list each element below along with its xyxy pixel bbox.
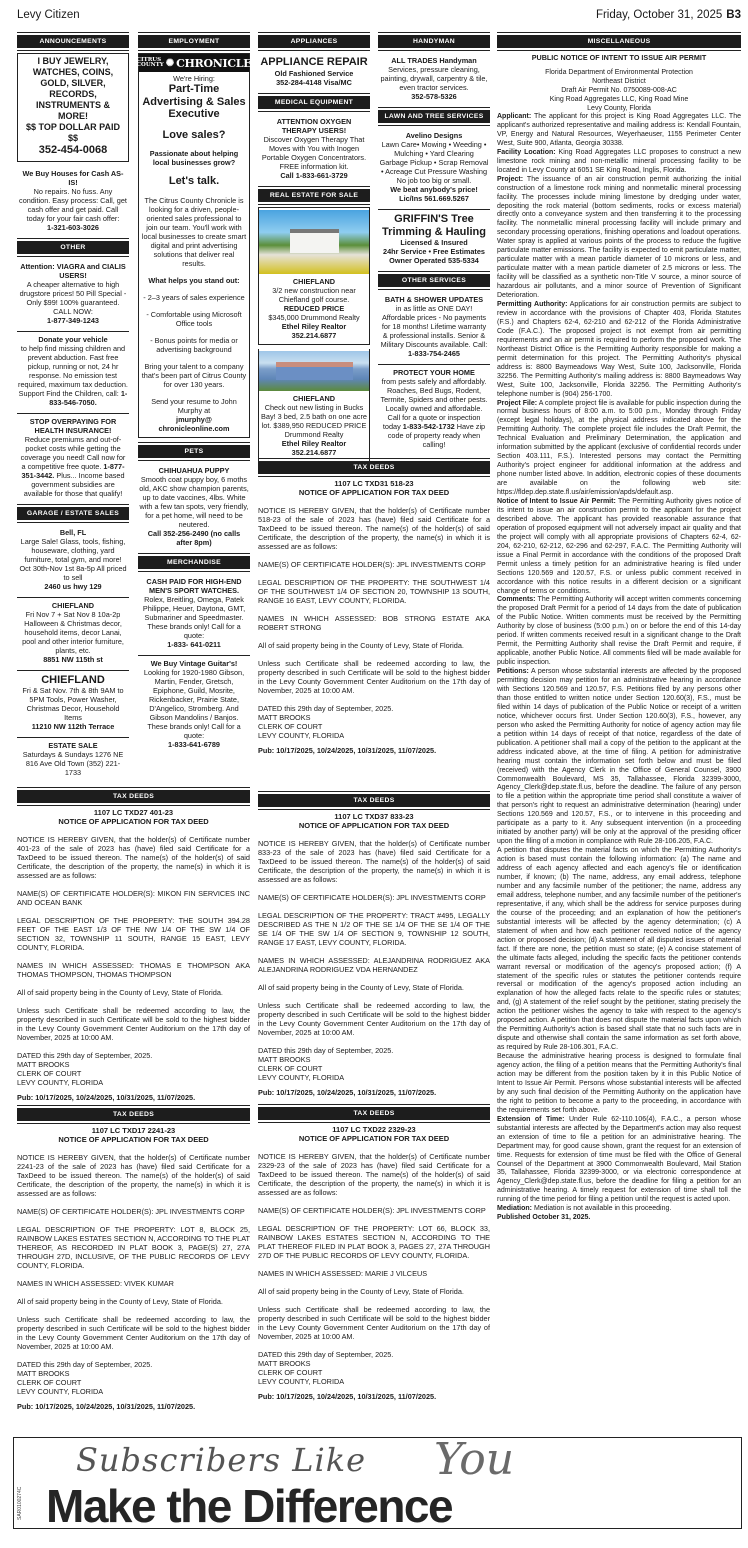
section-header-label: LAWN AND TREE SERVICES [378,110,490,123]
notice-paragraph [497,1116,741,1206]
ad-text: Large Sale! Glass, tools, fishing, houseware, clothing, yard furniture, total gym, and more! Oct 30th-Nov 1st 8a-5p All priced to sell [19,536,127,582]
section-header-garage-estate-sales [17,504,129,523]
paragraph-text: A person whose substantial interests are affected by the proposed permitting decision may petition for an administrative hearing in accordance with Sections 120.569 and 120.57, F.S. Petitions filed by any persons other than those entitled to written notice under Section 120.60(3), F.S., must be filed within 14 days of publication of the Public Notice or receipt of a written notice, whichever occurs first. Under Section 120.60(3), F.S., however, any person who asked the Permitting Authority for notice of agency action may file a petition within 14 days of receipt of that notice, regardless of the date of publication. A petitioner shall mail a copy of the petition to the applicant at the address indicated above, at the time of filing. A petition for administrative hearing must contain the information set forth below and must be filed (received) with the Agency Clerk in the Office of General Counsel, 3900 Commonwealth Boulevard, MS 35, Tallahassee, Florida 32399-3000, Agency_Clerk@dep.state.fl.us, before the deadline. The failure of any person to file a petition within the appropriate time period shall constitute a waiver of that person's right to request an administrative determination (hearing) under Sections 120.569 and 120.57, F.S., or to intervene in this proceeding and participate as a party to it. Any subsequent intervention (in a proceeding initiated by another party) will be only at the approval of the presiding officer upon the filing of a motion in compliance with Rule 28-106.205, F.A.C. [497,668,741,846]
section-header-tax-deeds [258,791,490,810]
classified-ad [258,349,370,462]
notice-paragraph [497,596,741,668]
notice-id: 1107 LC TXD37 833-23 [334,812,414,821]
ad-text: - 2–3 years of sales experience [143,292,245,302]
ad-code: SAR0100274C [17,1486,23,1520]
notice-id: 1107 LC TXD22 2329-23 [332,1125,416,1134]
banner-headline: Make the Difference [46,1480,453,1529]
ad-text: 1-833- 641-0211 [167,639,221,649]
notice-title: NOTICE OF APPLICATION FOR TAX DEED [298,488,450,497]
classified-column-3 [258,32,370,458]
notice-paragraph [497,149,741,176]
newspaper-name: Levy Citizen [17,9,80,21]
section-header-label: MERCHANDISE [138,556,250,569]
ad-text: What helps you stand out: [148,275,240,285]
paragraph-text: A petition that disputes the material facts on which the Permitting Authority's action is based must contain the following information: (a) The name and address of each agency affected and each agency's file or identification number, if known; (b) The name, address, any email address, telephone number and any facsimile number of the petitioner; the name, address any email address, telephone number, and any facsimile number of the petitioner's representative, if any, which shall be the address for service purposes during the course of the proceeding; and an explanation of how the petitioner's substantial interests will be affected by the agency determination; (c) A statement of when and how each petitioner received notice of the agency action or proposed decision; (d) A statement of all disputed issues of material fact. If there are none, the petition must so state; (e) A concise statement of the ultimate facts alleged, including the specific facts the petitioner contends warrant reversal or modification of the agency's proposed action; (f) A statement of the specific rules or statutes the petitioner contends require reversal or modification of the agency's proposed action including an explanation of how the alleged facts relate to the specific rules or statutes; and, (g) A statement of the relief sought by the petitioner, stating precisely the action the petitioner wishes the agency to take with respect to the agency's proposed action. A petition that does not dispute the material facts upon which the Permitting Authority's action is based shall state that no such facts are in dispute and otherwise shall contain the same information as set forth above, as required by Rule 28-106.301, F.A.C. [497,847,741,1052]
section-header-label: TAX DEEDS [258,1107,490,1120]
ad-text: Check out new listing in Bucks Bay! 3 bed, 2.5 bath on one acre lot. $389,950 REDUCED PRICE Drummond Realty [261,402,367,439]
section-header-label: REAL ESTATE FOR SALE [258,189,370,202]
classified-column-2 [138,32,250,787]
notice-paragraph: NOTICE IS HEREBY GIVEN, that the holder(s) of Certificate number 2241-23 of the sale of 2023 has (have) filed said Certificate for a TaxDeed to be issued thereon. The name(s) of the holder(s) of said Certificate, the description of the property, the name(s) in which it is assessed are as follows: [17,1153,250,1198]
ad-text: 2460 us hwy 129 [44,581,102,591]
notice-agency-block [497,68,741,113]
section-header-label: TAX DEEDS [17,1108,250,1121]
section-header-label: TAX DEEDS [258,794,490,807]
paragraph-text: Because the administrative hearing process is designed to formulate final agency action, the filing of a petition means that the Permitting Authority's final action may be different from the position taken by it in this Public Notice of Intent to Issue Air Permit. Persons whose substantial interests will be affected by any such final decision of the Permitting Authority on the application have the right to petition to become a party to the proceeding, in accordance with the requirements set forth above. [497,1053,741,1114]
ad-text-run: to help find missing children and prevent abduction. Fast free pickup, running or not, 24 hr response. No emission test required, maximum tax deduction. Support Find the Children, call: [18,343,128,398]
ad-text: Call 1-833-661-3729 [280,170,348,180]
paragraph-lead: Project File: [497,399,538,407]
paragraph-text: The applicant for this project is King Road Aggregates LLC. The applicant's authorized representative and mailing address is: Kendall Fountain, VP, Energy and Natural Resources, Weyerhaeuser, 1155 Perimeter Center West, Suite 900, Atlanta, Georgia 30338. [497,113,741,147]
ad-phone: 1-833-546-7050. [49,388,128,407]
ad-text: No repairs. No fuss. Any condition. Easy process: Call, get cash offer and get paid. Call today for your fair cash offer: [19,186,127,223]
classified-ad [138,53,250,438]
signature-line: CLERK OF COURT [258,1064,323,1073]
published-date: Published October 31, 2025. [497,1214,591,1222]
notice-paragraph: All of said property being in the County of Levy, State of Florida. [258,983,464,992]
ad-text: $$ TOP DOLLAR PAID $$ [25,122,121,143]
section-header-label: EMPLOYMENT [138,35,250,48]
ad-text: Send your resume to John Murphy at [151,396,237,415]
paragraph-lead: Extension of Time: [497,1115,565,1123]
banner-you-text: You [434,1437,515,1485]
classified-ad [17,737,129,783]
publication-dates: Pub: 10/17/2025, 10/24/2025, 10/31/2025, 11/07/2025. [17,1402,196,1411]
section-header-other [17,238,129,257]
ad-text: Fri Nov 7 + Sat Nov 8 10a-2p Halloween & Christmas decor, household items, decor Lanai, pool and other interior furniture, plants, etc. [22,609,124,655]
signature-line: DATED this 29th day of September, 2025. [258,1350,394,1359]
notice-paragraph [497,400,741,498]
ad-text: CHIHUAHUA PUPPY [158,465,230,475]
ad-text: CASH PAID FOR HIGH-END MEN'S SPORT WATCHES. [146,576,242,595]
notice-paragraph [497,1205,741,1214]
ad-text-run: Reduce premiums and out-of-pocket costs while getting the coverage you need! Call now for a competitive free quote. [20,434,126,471]
house-shape [276,362,353,380]
classified-ad [17,331,129,413]
signature-line: LEVY COUNTY, FLORIDA [258,1377,345,1386]
ad-text: Passionate about helping local businesses grow? [149,149,239,167]
ad-text: Part-Time Advertising & Sales Executive [142,83,246,120]
section-header-label: TAX DEEDS [17,790,250,803]
section-header-label: ANNOUNCEMENTS [17,35,129,48]
classified-ad [138,463,250,553]
agency-line: Florida Department of Environmental Protection [545,69,693,76]
ad-text: Services, pressure cleaning, painting, drywall, carpentry & tile, even tractor services. [380,65,488,92]
agency-line: Northeast District [592,78,646,85]
notice-paragraph: All of said property being in the County of Levy, State of Florida. [258,1287,464,1296]
notice-paragraph: Unless such Certificate shall be redeemed according to law, the property described in such Certificate will be sold to the highest bidder in the Levy County Government Center Auditorium on the 17th day of November, 2025 at 10:00 AM. [17,1006,250,1042]
ad-text: We're Hiring: [173,74,215,83]
ad-text: 1-321-603-3026 [47,222,99,232]
ad-text: 3/2 new construction near Chiefland golf course. [272,285,356,304]
paragraph-lead: Mediation: [497,1205,532,1213]
sun-icon: ✺ [165,57,175,69]
paragraph-lead: Permitting Authority: [497,301,568,309]
ad-text: ATTENTION OXYGEN THERAPY USERS! [276,116,352,135]
paragraph-text: A complete project file is available for public inspection during the normal business hours of 8:00 a.m. to 5:00 p.m., Monday through Friday (except legal holidays), at the physical address indicated above for the Permitting Authority. The complete project file includes the Draft Permit, the Technical Evaluation and Preliminary Determination, the application and information submitted by the applicant (exclusive of confidential records under Section 403.111, F.S.). Interested persons may contact the Permitting Authority's project engineer for additional information at the address and phone number listed above. In addition, electronic copies of these documents are available on the following web site: https://fldep.dep.state.fl.us/air/emission/apds/default.asp. [497,399,741,497]
logo-county-text [137,58,164,69]
logo-name: CHRONICLE [176,56,252,70]
house-shape [290,229,340,253]
signature-line: CLERK OF COURT [258,722,323,731]
classified-ad [378,128,490,209]
classified-ad [17,166,129,238]
ad-text: Ethel Riley Realtor 352.214.6877 [281,438,347,457]
ad-text: Smooth coat puppy boy, 6 moths old, AKC show champion parents, up to date vaccines, 4lbs. White with a few tan spots, very friendly, for a pet home, will need to be neutered. [139,474,249,529]
signature-line: MATT BROOKS [258,1359,311,1368]
notice-paragraph: NAMES IN WHICH ASSESSED: BOB STRONG ESTATE AKA ROBERT STRONG [258,614,490,632]
ad-text: - Comfortable using Microsoft Office tools [146,309,242,328]
tax-deed-notice [17,1105,250,1435]
ad-text-run: from pests safely and affordably. Roaches, Bed Bugs, Rodent, Termite, Spiders and other pests. Locally owned and affordable. Call for a quote or inspection today [380,377,488,431]
section-header-label: APPLIANCES [258,35,370,48]
notice-title: NOTICE OF APPLICATION FOR TAX DEED [298,821,450,830]
tax-deed-notice [258,791,490,1104]
signature-line: CLERK OF COURT [17,1378,82,1387]
ad-text: We beat anybody's price! Lic/Ins 561.669.5267 [390,185,478,203]
signature-line: DATED this 29th day of September, 2025. [17,1051,153,1060]
chronicle-logo [136,54,252,72]
section-header-tax-deeds [258,1104,490,1123]
classified-ad [17,597,129,670]
tax-deed-notice [258,1104,490,1434]
section-header-label: TAX DEEDS [258,461,490,474]
section-header-employment [138,32,250,51]
ad-text: Looking for 1920-1980 Gibson, Martin, Fender, Gretsch, Epiphone, Guild, Mosrite, Rickenbacker, Prairie State, D'Angelico, Stromberg. And Gibson Mandolins / Banjos. These brands only! Call for a quote: [143,667,245,740]
notice-paragraph: All of said property being in the County of Levy, State of Florida. [17,1297,223,1306]
notice-id: 1107 LC TXD31 518-23 [334,479,414,488]
classifieds-left-block [17,32,250,1435]
notice-paragraph: NAMES IN WHICH ASSESSED: THOMAS E THOMPSON AKA THOMAS THOMPSON, THOMAS THOMPSON [17,961,250,979]
paragraph-text: Mediation is not available in this proceeding. [532,1205,672,1213]
notice-paragraph: Unless such Certificate shall be redeemed according to law, the property described in such Certificate will be sold to the highest bidder in the Levy County Government Center Auditorium on the 17th day of November, 2025 at 10:00 AM. [258,1305,490,1341]
ad-text: Avelino Designs [405,131,463,140]
ad-text [18,435,128,498]
classified-ad [258,207,370,345]
notice-paragraph: NOTICE IS HEREBY GIVEN, that the holder(s) of Certificate number 518-23 of the sale of 2023 has (have) filed said Certificate for a TaxDeed to be issued thereon. The name(s) of the holder(s) of said Certificate, the description of the property, the name(s) in which it is assessed are as follows: [258,506,490,551]
page-number: B3 [726,9,741,21]
notice-paragraph: All of said property being in the County of Levy, State of Florida. [17,988,223,997]
classifieds-middle-block [258,32,490,1434]
ad-phone: 1-833-542-1732 [402,422,455,431]
ad-text: Ethel Riley Realtor 352.214.6877 [281,321,347,340]
signature-line: DATED this 29th day of September, 2025. [258,704,394,713]
classified-ad [17,670,129,738]
ad-text [379,377,489,449]
ad-text: Attention: VIAGRA and CIALIS USERS! [20,261,126,280]
ad-text: A cheaper alternative to high drugstore prices! 50 Pill Special - Only $99! 100% guaranteed. CALL NOW: [19,279,127,316]
agency-line: Draft Air Permit No. 0750089-008-AC [561,87,677,94]
notice-paragraph [497,301,741,399]
house-photo [259,351,369,391]
classified-ad [138,574,250,655]
section-header-label: GARAGE / ESTATE SALES [17,507,129,520]
notice-signature [17,1360,250,1396]
ad-phone: 1-877-351-3442. [21,461,125,480]
notice-paragraph: All of said property being in the County of Levy, State of Florida. [258,641,464,650]
ad-text: We Buy Houses for Cash AS-IS! [22,168,124,187]
notice-signature [17,1051,250,1087]
notice-paragraph: NAME(S) OF CERTIFICATE HOLDER(S): JPL INVESTMENTS CORP [258,1206,486,1215]
notice-paragraph: NAME(S) OF CERTIFICATE HOLDER(S): JPL INVESTMENTS CORP [17,1207,245,1216]
notice-paragraph: LEGAL DESCRIPTION OF THE PROPERTY: LOT 66, BLOCK 33, RAINBOW LAKES ESTATES SECTION N, ACCORDING TO THE PLAT THEREOF FILED IN PLAT BOOK 3, PAGES 27, 27A THROUGH 27D OF THE PUBLIC RECORDS OF LEVY COUNTY, FLORIDA. [258,1224,490,1260]
signature-line: LEVY COUNTY, FLORIDA [258,731,345,740]
classified-ad [378,364,490,455]
ad-text: Saturdays & Sundays 1276 NE 816 Ave Old Town (352) 221-1733 [22,750,124,777]
notice-title: NOTICE OF APPLICATION FOR TAX DEED [58,1135,209,1144]
signature-line: MATT BROOKS [17,1369,70,1378]
ad-text: 11210 NW 112th Terrace [31,722,115,731]
publication-dates: Pub: 10/17/2025, 10/24/2025, 10/31/2025, 11/07/2025. [258,746,437,755]
section-header-miscellaneous [497,32,741,51]
miscellaneous-column [497,32,741,1223]
ad-text: - Bonus points for media or advertising background [150,335,238,354]
paragraph-text: The Permitting Authority will accept written comments concerning the proposed Draft Permit for a period of 14 days from the date of publication of the Public Notice. Written comments must be received by the Permitting Authority by close of business (5:00 p.m.) on or before the end of this 14-day period. If written comments received result in a significant change to the Draft Permit, the Permitting Authority shall revise the Draft Permit and require, if applicable, another Public Notice. All comments filed will be made available for public inspection. [497,596,741,667]
paragraph-text: Under Rule 62-110.106(4), F.A.C., a person whose substantial interests are affected by the Department's action may also request an extension of time to file a petition for an administrative hearing. The Department may, for good cause shown, grant the request for an extension of time. Requests for extension of time must be filed with the Office of General Counsel of the Department at 3900 Commonwealth Boulevard, Mail Station 35, Tallahassee, Florida 32399-3000, or via electronic correspondence at Agency_Clerk@dep.state.fl.us, before the deadline for filing a petition for an administrative hearing. A timely request for extension of time shall toll the running of the time period for filing a petition until the request is acted upon. [497,1115,741,1204]
ad-text-run: Have zip code of property ready when calling! [387,422,486,449]
section-header-label: HANDYMAN [378,35,490,48]
notice-paragraph: LEGAL DESCRIPTION OF THE PROPERTY: THE SOUTHWEST 1/4 OF THE SOUTHWEST 1/4 OF SECTION 20, TOWNSHIP 13 SOUTH, RANGE 16 EAST, LEVY COUNTY, FLORIDA. [258,578,490,605]
section-header-tax-deeds [17,787,250,806]
notice-paragraph: LEGAL DESCRIPTION OF THE PROPERTY: THE SOUTH 394.28 FEET OF THE EAST 1/3 OF THE NW 1/4 OF THE SW 1/4 OF SECTION 32, TOWNSHIP 11 SOUTH, RANGE 15 EAST, LEVY COUNTY, FLORIDA. [17,916,250,952]
classified-ad [378,292,490,364]
ad-text: 1-877-349-1243 [47,315,99,325]
ad-text: Fri & Sat Nov. 7th & 8th 9AM to 5PM Tools, Power Washer, Christmas Decor, Household Items [22,686,124,722]
ad-text: I BUY JEWELRY, WATCHES, COINS, GOLD, SILVER, RECORDS, INSTRUMENTS & MORE! [32,56,114,121]
ad-phone: 1-833-754-2465 [408,349,460,358]
signature-line: DATED this 29th day of September, 2025. [17,1360,153,1369]
notice-paragraph: Unless such Certificate shall be redeemed according to law, the property described in such Certificate will be sold to the highest bidder in the Levy County Government Center Auditorium on the 17th day of November, 2025 at 10:00 AM. [258,659,490,695]
ad-text: We Buy Vintage Guitar's! [150,658,238,668]
paragraph-lead: Applicant: [497,113,532,120]
signature-line: CLERK OF COURT [258,1368,323,1377]
notice-signature [258,704,490,740]
classified-ad [378,53,490,107]
ad-text: Bring your talent to a company that's been part of Citrus County for over 130 years. [141,361,247,389]
paragraph-lead: Petitions: [497,668,529,676]
notice-paragraph: NAMES IN WHICH ASSESSED: MARIE J VILCEUS [258,1269,428,1278]
paragraph-lead: Project: [497,175,524,183]
issue-date [596,9,741,21]
classified-ad [258,114,370,186]
ad-text: Lawn Care• Mowing • Weeding • Mulching • Yard Clearing Garbage Pickup • Scrap Removal • Acreage Cut Pressure Washing No job too big or small. [379,140,489,185]
section-header-medical-equipment [258,93,370,112]
ad-text: Let's talk. [168,175,220,187]
signature-line: MATT BROOKS [258,713,311,722]
house-photo [259,210,369,274]
section-header-tax-deeds [17,1105,250,1124]
paragraph-text: The Permitting Authority gives notice of its intent to issue an air construction permit to the applicant for the project described above. The applicant has provided reasonable assurance that operation of proposed equipment will not adversely impact air quality and that the project will comply with all appropriate provisions of Chapters 62-4, 62-204, 62-210, 62-212, 62-296 and 62-297, F.A.C. The Permitting Authority will issue a Final Permit in accordance with the conditions of the proposed Draft Permit unless a timely petition for an administrative hearing is filed under Sections 120.569 and 120.57, F.S. or unless public comment received in accordance with this notice results in a different decision or a significant change of terms or conditions. [497,497,741,595]
classified-column-1 [17,32,129,787]
ad-text: 8851 NW 115th st [43,654,103,664]
ad-text: BATH & SHOWER UPDATES [384,295,484,304]
ad-text: ALL TRADES Handyman [391,56,477,65]
ad-text: Love sales? [162,128,226,141]
ad-text: Old Fashioned Service [274,68,354,78]
notice-paragraph: NAMES IN WHICH ASSESSED: ALEJANDRINA RODRIGUEZ AKA ALEJANDRINA RODRIGUEZ VDA HERNANDEZ [258,956,490,974]
ad-text: REDUCED PRICE [283,303,345,313]
notice-paragraph: NAMES IN WHICH ASSESSED: VIVEK KUMAR [17,1279,174,1288]
notice-title: NOTICE OF APPLICATION FOR TAX DEED [298,1134,450,1143]
section-header-label: OTHER [17,241,129,254]
subscribers-banner-ad [13,1437,742,1529]
notice-title: PUBLIC NOTICE OF INTENT TO ISSUE AIR PERMIT [531,53,707,62]
classified-ad [138,655,250,755]
paragraph-lead: Notice of Intent to Issue Air Permit: [497,497,616,505]
logo-line: CITRUS [136,56,162,63]
ad-text: Rolex, Breitling, Omega, Patek Philippe, Heuer, Daytona, GMT, Submariner and Speedmaster. These brands only! Call for a quote: [142,594,246,640]
ad-text-run: in as little as ONE DAY! Affordable prices - No payments for 18 months! Lifetime warranty & professional installs. Senior & Military Discounts available. Call: [380,304,488,349]
paragraph-text: The issuance of an air construction permit authorizing the initial construction of a limestone rock mining and nonmetallic mineral processing facility. The processes include mining limestone by dredging under water, depositing the rock material (bottom sediments, rocks or excess material) directly onto a conveyance system and then transferring it to the processing facility. The nonmetallic mineral processing facility will include primary and secondary processing operations, finishing operations and loadout operations. Water spray is applied at various points of the process to reduce the fugitive particulate matter emissions. The facility is expected to emit particulate matter, particulate matter with a mean particle diameter of 10 microns or less, and particulate matter with a mean particle diameter of 2.5 microns or less. The facility will be classified as a synthetic non-Title V source, a minor source of hazardous air pollutants, and a minor source of Prevention of Significant Deterioration. [497,175,741,300]
signature-line: MATT BROOKS [17,1060,70,1069]
ad-text: Call 352-256-2490 (no calls after 8pm) [147,528,241,547]
notice-title: NOTICE OF APPLICATION FOR TAX DEED [58,817,209,826]
ad-text: GRIFFIN'S Tree Trimming & Hauling [382,213,486,238]
ad-text: 352-454-0068 [38,144,108,156]
publication-dates: Pub: 10/17/2025, 10/24/2025, 10/31/2025, 11/07/2025. [258,1088,437,1097]
ad-text: Bell, FL [59,527,87,537]
classified-ad [378,209,490,271]
signature-line: LEVY COUNTY, FLORIDA [17,1387,104,1396]
agency-line: Levy County, Florida [587,105,651,112]
ad-text: 1-833-641-6789 [168,739,220,749]
notice-paragraph [497,1053,741,1116]
signature-line: LEVY COUNTY, FLORIDA [258,1073,345,1082]
date-text: Friday, October 31, 2025 [595,9,723,21]
tax-deed-notice [17,787,250,1105]
classified-ad [17,413,129,504]
tax-deed-notice [258,458,490,791]
ad-text: $345,000 Drummond Realty [268,312,360,322]
section-header-label: MEDICAL EQUIPMENT [258,96,370,109]
section-header-label: OTHER SERVICES [378,274,490,287]
notice-paragraph: NOTICE IS HEREBY GIVEN, that the holder(s) of Certificate number 833-23 of the sale of 2023 has (have) filed said Certificate for a TaxDeed to be issued thereon. The name(s) of the holder(s) of said Certificate, the description of the property, the name(s) in which it is assessed are as follows: [258,839,490,884]
classified-ad [258,53,370,93]
ad-text: CHIEFLAND [292,393,336,403]
ad-text: jmurphy@ chronicleonline.com [158,414,230,433]
classified-columns [17,32,250,787]
signature-line: DATED this 29th day of September, 2025. [258,1046,394,1055]
notice-signature [258,1350,490,1386]
notice-paragraph [497,847,741,1053]
paragraph-lead: Comments: [497,596,536,604]
ad-text: 352-284-4148 Visa/MC [276,77,352,87]
notice-paragraph [497,668,741,847]
classified-columns [258,32,490,458]
section-header-handyman [378,32,490,51]
ad-text: CHIEFLAND [292,276,336,286]
section-header-label: MISCELLANEOUS [497,35,741,48]
page-header [17,9,741,25]
publication-dates: Pub: 10/17/2025, 10/24/2025, 10/31/2025, 11/07/2025. [17,1093,196,1102]
section-header-other-services [378,271,490,290]
section-header-announcements [17,32,129,51]
paragraph-text: Applications for air construction permits are subject to review in accordance with the provisions of Chapter 403, Florida Statutes (F.S.) and Chapters 62-4, 62-210 and 62-212 of the Florida Administrative Code (F.A.C.). The proposed project is not exempt from air permitting requirements and an air permit is required to perform the proposed work. The Northeast District Office is the Permitting Authority responsible for making a permit determination for this project. The Permitting Authority's physical address is: 8800 Baymeadows Way West, Suite 100, Jacksonville, Florida 32256. The Permitting Authority's mailing address is: 8800 Baymeadows Way West, Suite 100, Jacksonville, Florida 32256. The Permitting Authority's telephone number is (904) 256-1700. [497,301,741,398]
notice-body [497,113,741,1214]
section-header-lawn-and-tree-services [378,107,490,126]
notice-paragraph: NAME(S) OF CERTIFICATE HOLDER(S): JPL INVESTMENTS CORP [258,893,486,902]
notice-paragraph: LEGAL DESCRIPTION OF THE PROPERTY: LOT 8, BLOCK 25, RAINBOW LAKES ESTATES SECTION N, ACCORDING TO THE PLAT THEREOF, AS RECORDED IN PLAT BOOK 3, PAGE(S) 27, 27A THROUGH 27D, INCLUSIVE, OF THE PUBLIC RECORDS OF LEVY COUNTY, FLORIDA. [17,1225,250,1270]
section-header-pets [138,442,250,461]
paragraph-text: King Road Aggregates LLC proposes to construct a new limestone rock mining and non-metallic mineral processing facility to be located in Levy County at 6051 SE King Road, Inglis, Florida. [497,148,741,174]
ad-text: CHIEFLAND [41,673,105,686]
notice-paragraph: NOTICE IS HEREBY GIVEN, that the holder(s) of Certificate number 401-23 of the sale of 2023 has (have) filed said Certificate for a TaxDeed to be issued thereon. The name(s) of the holder(s) of said Certificate, the description of the property, the name(s) in which it is assessed are as follows: [17,835,250,880]
notice-paragraph [497,498,741,596]
notice-paragraph: Unless such Certificate shall be redeemed according to law, the property described in such Certificate will be sold to the highest bidder in the Levy County Government Center Auditorium on the 17th day of November, 2025 at 10:00 AM. [17,1315,250,1351]
section-header-appliances [258,32,370,51]
notice-paragraph: Unless such Certificate shall be redeemed according to law, the property described in such Certificate will be sold to the highest bidder in the Levy County Government Center Auditorium on the 17th day of November, 2025 at 10:00 AM. [258,1001,490,1037]
classified-ad [17,259,129,331]
ad-text [379,304,489,358]
classified-ad [17,53,129,162]
signature-line: LEVY COUNTY, FLORIDA [17,1078,104,1087]
ad-text: Licensed & Insured [400,238,468,247]
section-header-merchandise [138,553,250,572]
classified-ad [17,525,129,597]
ad-text: PROTECT YOUR HOME [393,368,475,377]
logo-line: COUNTY [136,62,164,68]
notice-signature [258,1046,490,1082]
ad-text: Donate your vehicle [38,334,108,344]
notice-id: 1107 LC TXD17 2241-23 [91,1126,176,1135]
section-header-label: PETS [138,445,250,458]
ad-text: CHIEFLAND [51,600,95,610]
ad-text: The Citrus County Chronicle is looking for a driven, people-oriented sales professional to join our team. You'll work with local businesses to create smart digital and print advertising solutions that deliver real results. [141,195,247,268]
paragraph-lead: Facility Location: [497,148,556,156]
banner-script-text: Subscribers Like [76,1441,367,1479]
ad-text [18,344,128,407]
notice-paragraph: NAME(S) OF CERTIFICATE HOLDER(S): MIKON FIN SERVICES INC AND OCEAN BANK [17,889,250,907]
ad-text: APPLIANCE REPAIR [260,56,368,68]
publication-dates: Pub: 10/17/2025, 10/24/2025, 10/31/2025, 11/07/2025. [258,1392,437,1401]
ad-text: STOP OVERPAYING FOR HEALTH INSURANCE! [29,416,117,435]
notice-paragraph [497,113,741,149]
signature-line: CLERK OF COURT [17,1069,82,1078]
ad-text: Owner Operated 535-5334 [389,256,479,265]
classified-column-4 [378,32,490,458]
ad-text: ESTATE SALE [48,741,98,750]
ad-text: 24hr Service • Free Estimates [383,247,485,256]
notice-paragraph: LEGAL DESCRIPTION OF THE PROPERTY: TRACT #495, LEGALLY DESCRIBED AS THE N 1/2 OF THE SE 1/4 OF THE SE 1/4 OF THE SE 1/4 OF THE SW 1/4 OF SECTION 9, TOWNSHIP 12 SOUTH, RANGE 17 EAST, LEVY COUNTY, FLORIDA. [258,911,490,947]
notice-id: 1107 LC TXD27 401-23 [93,808,174,817]
ad-text: Discover Oxygen Therapy That Moves with You with Inogen Portable Oxygen Concentrators. FREE information kit. [261,134,367,171]
notice-paragraph [497,176,741,301]
agency-line: King Road Aggregates LLC, King Road Mine [549,96,689,103]
notice-paragraph: NOTICE IS HEREBY GIVEN, that the holder(s) of Certificate number 2329-23 of the sale of 2023 has (have) filed said Certificate for a TaxDeed to be issued thereon. The name(s) of the holder(s) of said Certificate, the description of the property, the name(s) in which it is assessed are as follows: [258,1152,490,1197]
signature-line: MATT BROOKS [258,1055,311,1064]
ad-text-run: Plus... Income based government subsidies are available for those that qualify! [23,470,125,498]
section-header-real-estate-for-sale [258,186,370,205]
notice-paragraph: NAME(S) OF CERTIFICATE HOLDER(S): JPL INVESTMENTS CORP [258,560,486,569]
ad-text: 352-578-5326 [411,92,457,101]
